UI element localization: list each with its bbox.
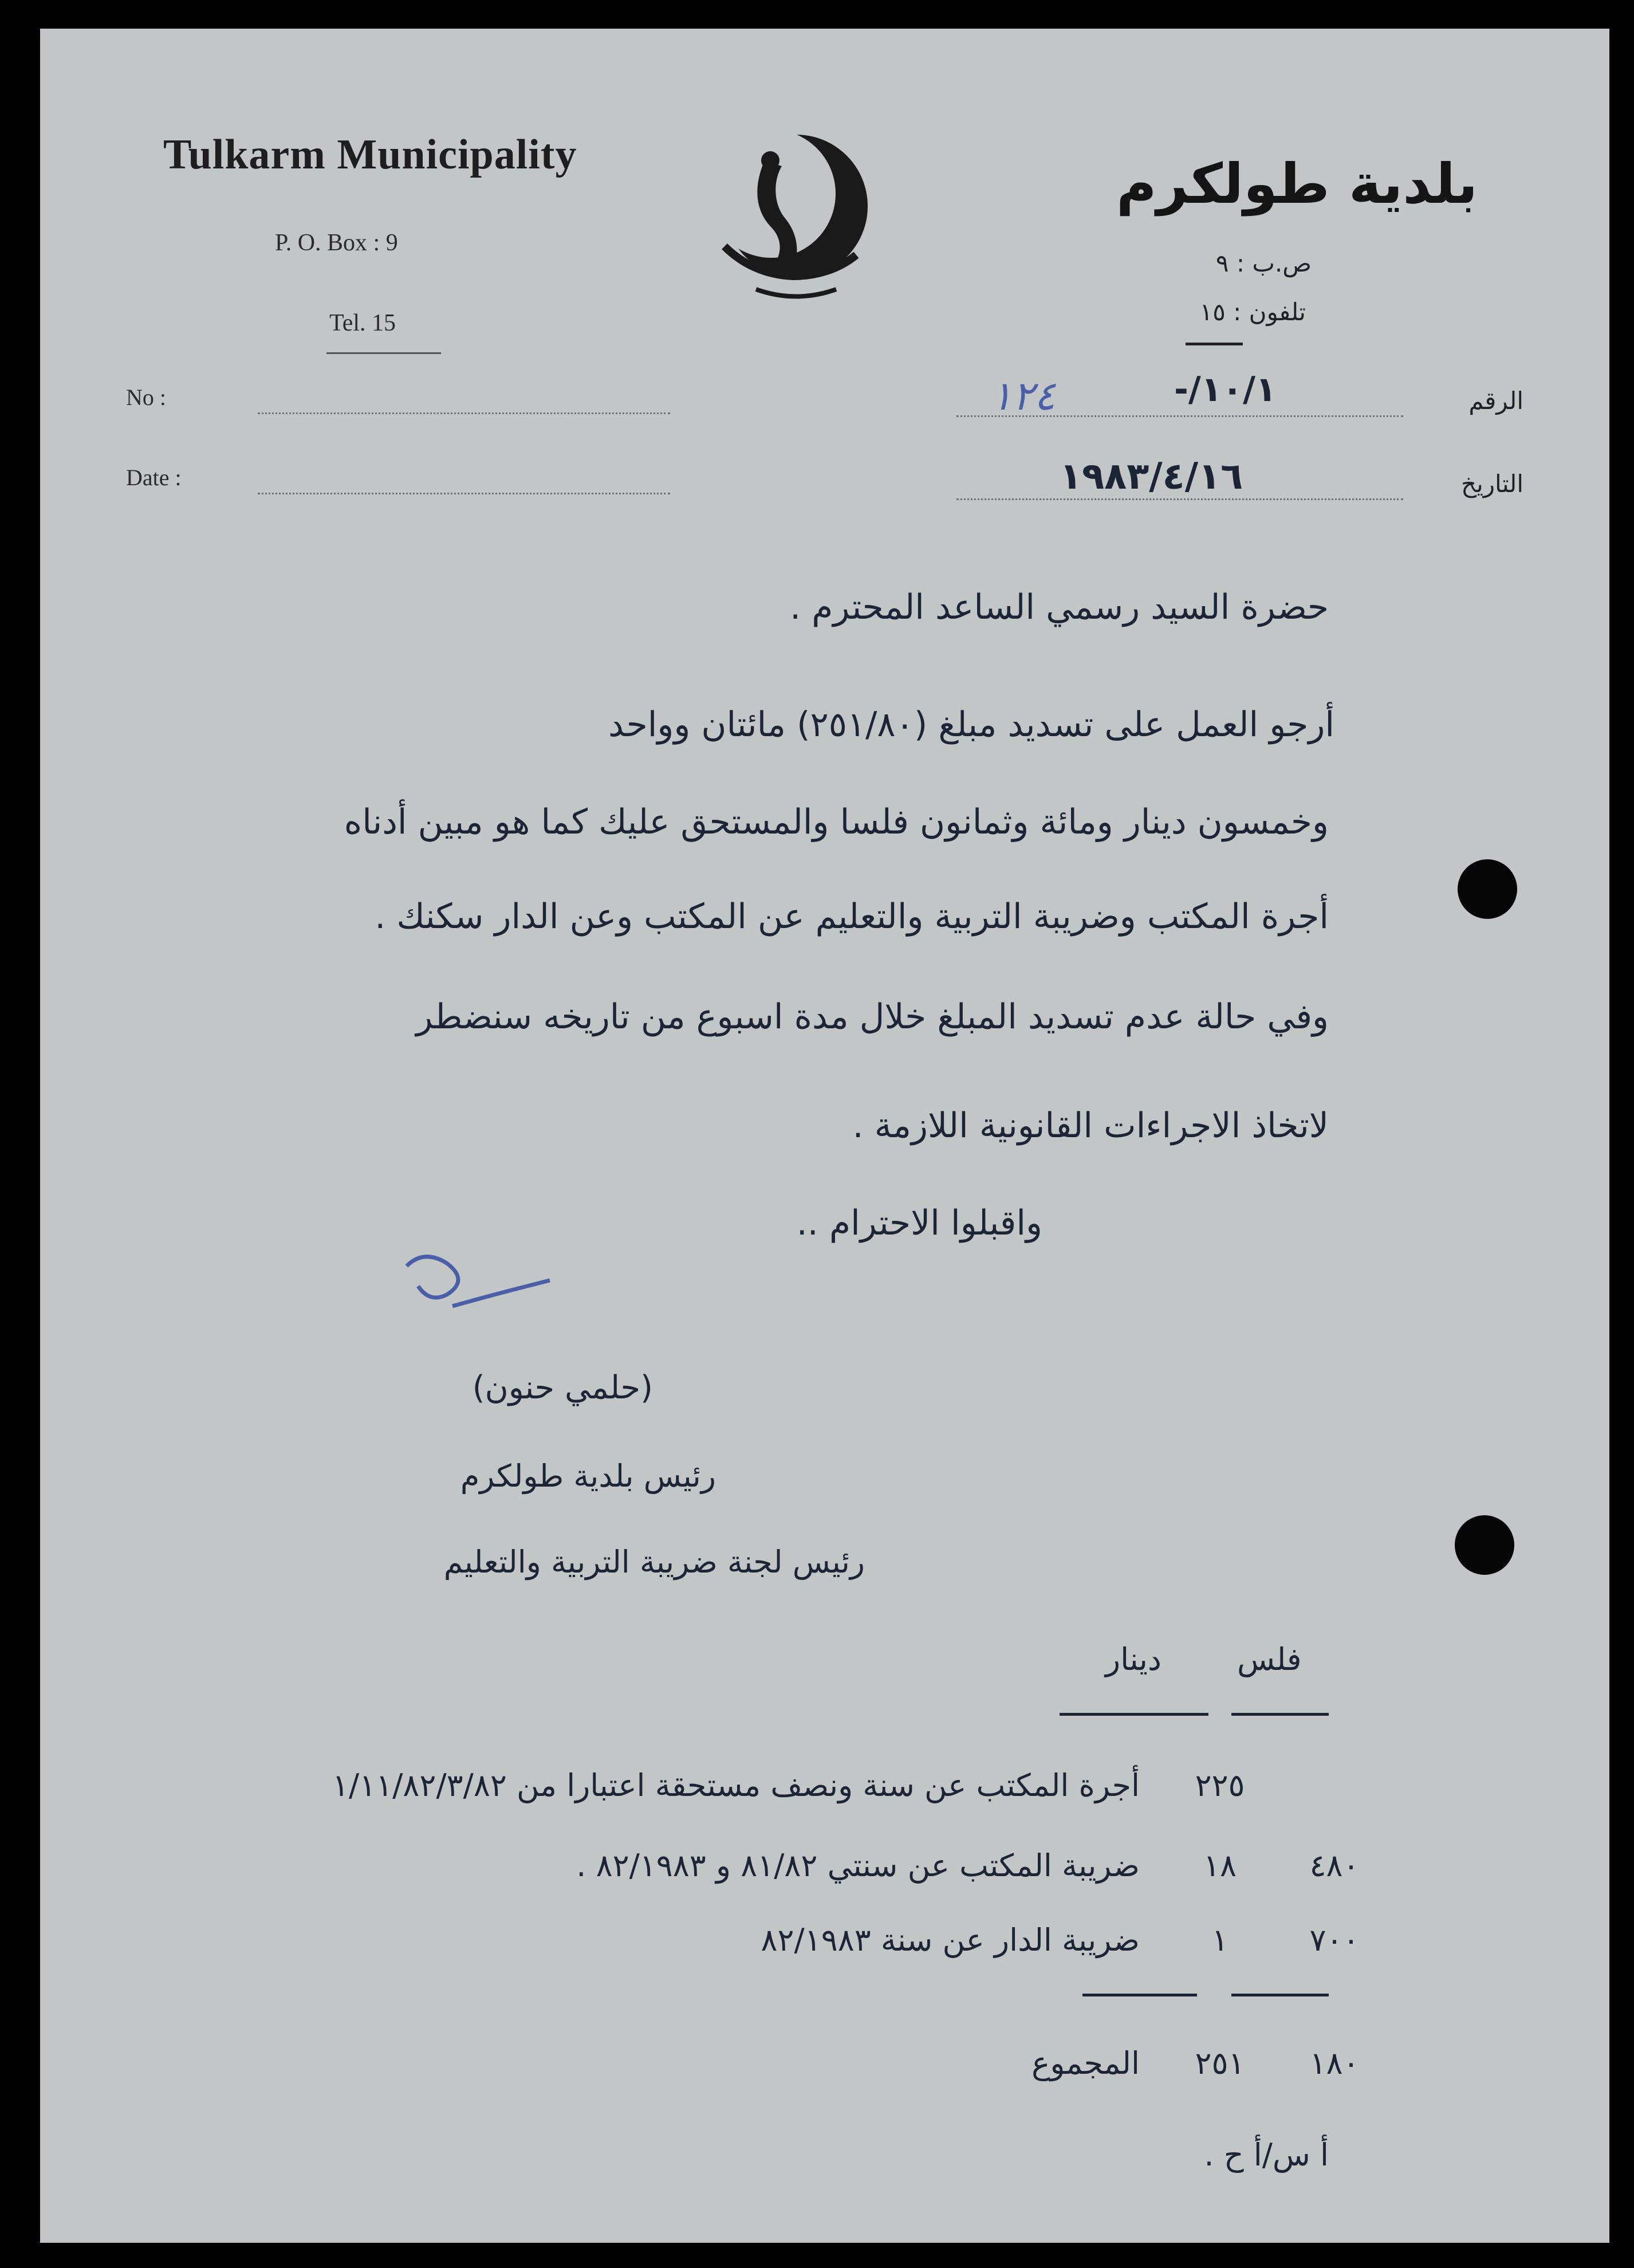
reference-number-typed: ١٠/١/-	[1174, 370, 1277, 410]
initials: أ س/أ ح .	[1204, 2137, 1329, 2173]
reference-number-handwritten: ١٢٤	[991, 372, 1056, 419]
letter-paper	[40, 29, 1609, 2243]
crescent-emblem-icon	[702, 126, 896, 327]
signatory-title-2: رئيس لجنة ضريبة التربية والتعليم	[443, 1544, 865, 1580]
tel-ar-underline	[1186, 343, 1243, 345]
body-line-4: وفي حالة عدم تسديد المبلغ خلال مدة اسبوع من تاريخه سنضطر	[416, 997, 1329, 1037]
letterhead-pobox-ar: ص.ب : ٩	[1215, 249, 1312, 277]
binder-hole-top	[1458, 859, 1517, 919]
header-dinar: دينار	[1105, 1641, 1161, 1677]
salutation: حضرة السيد رسمي الساعد المحترم .	[790, 587, 1329, 627]
total-rule-fils	[1231, 1994, 1329, 1996]
signatory-title-1: رئيس بلدية طولكرم	[460, 1458, 716, 1494]
body-line-5: لاتخاذ الاجراءات القانونية اللازمة .	[852, 1106, 1329, 1146]
reference-date: ١٩٨٣/٤/١٦	[1060, 455, 1243, 498]
letterhead-pobox-en: P. O. Box : 9	[275, 230, 398, 256]
row-desc: ضريبة المكتب عن سنتي ٨١/٨٢ و ٨٢/١٩٨٣ .	[576, 1848, 1140, 1884]
row-fils: ٤٨٠	[1309, 1848, 1360, 1884]
date-label-ar: التاريخ	[1460, 470, 1523, 498]
body-line-3: أجرة المكتب وضريبة التربية والتعليم عن المكتب وعن الدار سكنك .	[375, 897, 1329, 937]
total-fils: ١٨٠	[1309, 2045, 1360, 2081]
header-fils: فلس	[1237, 1641, 1302, 1677]
binder-hole-bottom	[1455, 1515, 1514, 1575]
row-dinar: ١	[1211, 1922, 1229, 1958]
no-label-ar: الرقم	[1468, 387, 1523, 415]
total-dinar: ٢٥١	[1195, 2045, 1245, 2081]
letterhead-tel-en: Tel. 15	[329, 310, 396, 336]
date-label-en: Date :	[126, 465, 182, 490]
no-label-en: No :	[126, 384, 166, 410]
row-dinar: ٢٢٥	[1195, 1767, 1245, 1803]
row-dinar: ١٨	[1203, 1848, 1237, 1884]
date-dotted-line	[258, 493, 670, 494]
row-fils: ٧٠٠	[1309, 1922, 1360, 1958]
header-rule-dinar	[1060, 1713, 1208, 1716]
total-label: المجموع	[1031, 2045, 1140, 2081]
body-line-1: أرجو العمل على تسديد مبلغ (٢٥١/٨٠) مائتان وواحد	[608, 705, 1334, 745]
row-desc: أجرة المكتب عن سنة ونصف مستحقة اعتبارا من ١/١١/٨٢/٣/٨٢	[332, 1767, 1140, 1803]
letterhead-tel-ar: تلفون : ١٥	[1199, 298, 1306, 326]
breakdown-row	[332, 1767, 1392, 1803]
row-desc: ضريبة الدار عن سنة ٨٢/١٩٨٣	[761, 1922, 1140, 1958]
total-row	[1031, 2045, 1392, 2081]
total-rule-dinar	[1082, 1994, 1197, 1996]
signatory-name: (حلمي حنون)	[472, 1369, 653, 1406]
body-line-2: وخمسون دينار ومائة وثمانون فلسا والمستحق عليك كما هو مبين أدناه	[344, 802, 1329, 842]
tel-underline	[326, 352, 441, 354]
signature-scribble	[384, 1232, 567, 1346]
header-rule-fils	[1231, 1713, 1329, 1716]
letterhead-name-ar: بلدية طولكرم	[1116, 152, 1478, 216]
closing: واقبلوا الاحترام ..	[796, 1203, 1042, 1243]
letterhead-name-en: Tulkarm Municipality	[163, 131, 577, 178]
date-ar-dotted-line	[956, 498, 1403, 500]
breakdown-row	[761, 1922, 1392, 1958]
no-dotted-line	[258, 412, 670, 414]
breakdown-row	[576, 1848, 1392, 1884]
